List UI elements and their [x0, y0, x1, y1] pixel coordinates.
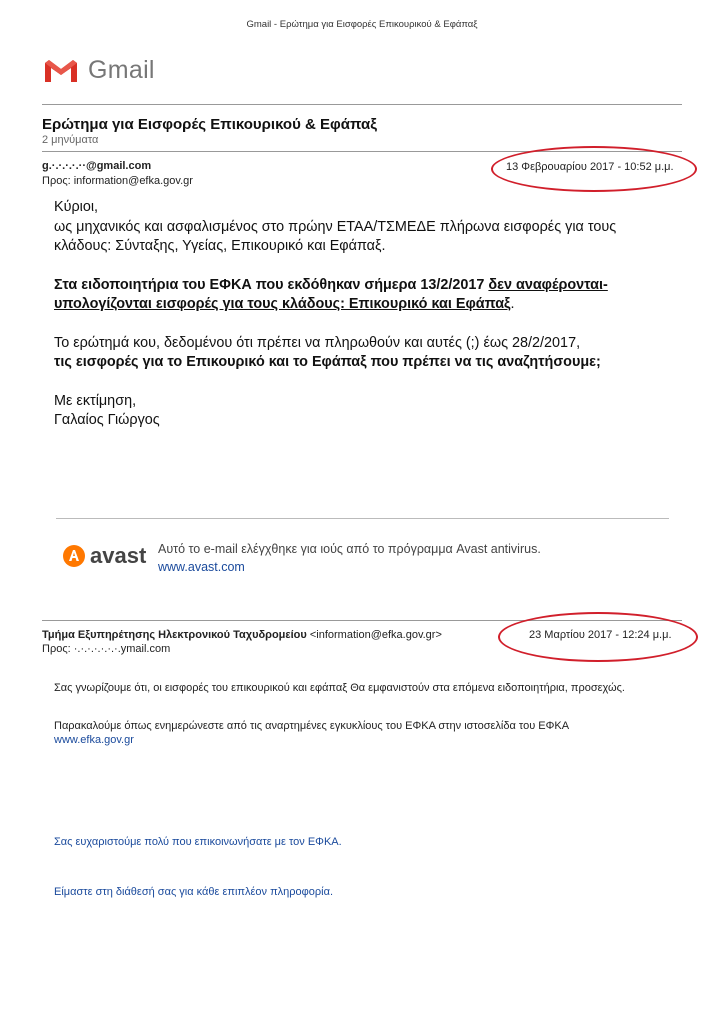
date-annotation-circle — [498, 612, 698, 662]
message2-available: Είμαστε στη διάθεσή σας για κάθε επιπλέον πληροφορία. — [54, 886, 334, 898]
message2-sender-email: <information@efka.gov.gr> — [306, 629, 442, 641]
notice-underlined: δεν αναφέρονται-υπολογίζονται εισφορές για τους κλάδους: Επικουρικό και Εφάπαξ — [54, 276, 608, 312]
greeting: Κύριοι, — [54, 199, 99, 215]
notice-period: . — [510, 296, 515, 312]
signature: Γαλαίος Γιώργος — [54, 412, 160, 428]
question-plain: Το ερώτημά κου, δεδομένου ότι πρέπει να πληρωθούν και αυτές (;) έως 28/2/2017, — [54, 334, 581, 351]
message2-sender-name: Τμήμα Εξυπηρέτησης Ηλεκτρονικού Ταχυδρομείου — [42, 629, 307, 641]
avast-scan-notice: Αυτό το e-mail ελέγχθηκε για ιούς από το πρόγραμμα Avast antivirus. — [158, 542, 541, 556]
message-count: 2 μηνύματα — [42, 134, 99, 146]
print-header: Gmail - Ερώτημα για Εισφορές Επικουρικού & Εφάπαξ — [246, 19, 478, 30]
question-bold: τις εισφορές για το Επικουρικό και το Εφάπαξ που πρέπει να τις αναζητήσουμε; — [54, 354, 601, 370]
message2-date: 23 Μαρτίου 2017 - 12:24 μ.μ. — [529, 629, 672, 641]
message1-intro — [54, 198, 674, 257]
message1-question — [54, 334, 674, 373]
avast-divider — [56, 518, 669, 519]
message2-recipient: Προς: ·.·.·.·.·.·.·.ymail.com — [42, 643, 171, 655]
gmail-wordmark: Gmail — [88, 56, 155, 84]
message1-notice — [54, 276, 674, 315]
message2-thanks: Σας ευχαριστούμε πολύ που επικοινωνήσατε με τον ΕΦΚΑ. — [54, 836, 342, 848]
thread-subject: Ερώτημα για Εισφορές Επικουρικού & Εφάπαξ — [42, 116, 377, 133]
message2-line2: Παρακαλούμε όπως ενημερώνεστε από τις αναρτημένες εγκυκλίους του ΕΦΚΑ στην ιστοσελίδα του ΕΦΚΑ — [54, 720, 570, 732]
avast-wordmark: avast — [90, 543, 147, 568]
gmail-logo[interactable] — [42, 56, 155, 85]
gmail-envelope-icon — [42, 57, 80, 85]
intro-text: ως μηχανικός και ασφαλισμένος στο πρώην ΕΤΑΑ/ΤΣΜΕΔΕ πλήρωνα εισφορές για τους κλάδους: Σύνταξης, Υγείας, Επικουρικό και Εφάπαξ. — [54, 218, 617, 254]
closing: Με εκτίμηση, — [54, 392, 137, 409]
avast-link[interactable]: www.avast.com — [158, 560, 245, 574]
efka-link[interactable]: www.efka.gov.gr — [54, 734, 134, 746]
message2-sender — [42, 629, 442, 641]
avast-icon — [62, 544, 86, 568]
message1-body — [54, 198, 674, 450]
header-divider — [42, 104, 682, 105]
message1-sender: g.·.·.·.·.··@gmail.com — [42, 160, 152, 172]
message2-line1: Σας γνωρίζουμε ότι, οι εισφορές του επικουρικού και εφάπαξ Θα εμφανιστούν στα επόμενα ειδοποιητήρια, προσεχώς. — [54, 682, 625, 694]
message1-recipient: Προς: information@efka.gov.gr — [42, 175, 193, 187]
date-annotation-circle — [491, 146, 697, 192]
message1-date: 13 Φεβρουαρίου 2017 - 10:52 μ.μ. — [506, 161, 674, 173]
notice-bold: Στα ειδοποιητήρια του ΕΦΚΑ που εκδόθηκαν σήμερα 13/2/2017 — [54, 276, 489, 293]
avast-logo — [62, 543, 146, 569]
message1-signoff — [54, 392, 674, 431]
